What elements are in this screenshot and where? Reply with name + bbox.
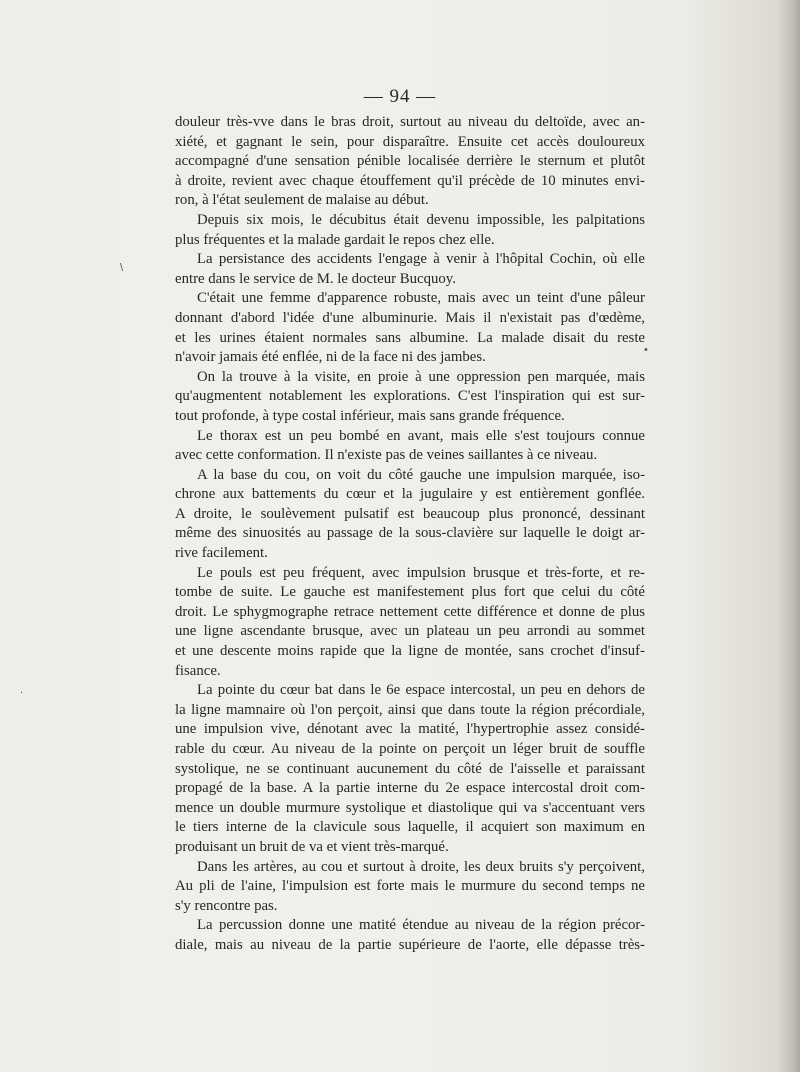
text-line: entre dans le service de M. le docteur Bucquoy. [175, 270, 456, 287]
text-line: La pointe du cœur bat dans le 6e espace intercostal, un peu en dehors de [197, 682, 645, 699]
text-line: douleur très-vve dans le bras droit, surtout au niveau du deltoïde, avec an- [175, 114, 645, 130]
text-line: A la base du cou, on voit du côté gauche une impulsion marquée, iso- [197, 466, 645, 483]
text-line: systolique, ne se continuant aucunement du côté de l'aisselle et paraissant [175, 760, 645, 777]
text-line: n'avoir jamais été enflée, ni de la face ni des jambes. [175, 349, 486, 366]
text-line: rive facilement. [175, 545, 268, 562]
text-line: accompagné d'une sensation pénible localisée derrière le sternum et plutôt [175, 153, 645, 170]
text-line: la ligne mamnaire où l'on perçoit, ainsi que dans toute la région précordiale, [175, 701, 645, 718]
page-number: — 94 — [363, 86, 437, 107]
text-line: tout profonde, à type costal inférieur, mais sans grande fréquence. [175, 407, 565, 424]
text-line: Depuis six mois, le décubitus était devenu impossible, les palpitations [197, 211, 645, 228]
text-line: qu'augmentent notablement les explorations. C'est l'inspiration qui est sur- [175, 388, 645, 405]
text-line: ron, à l'état seulement de malaise au début. [175, 192, 429, 209]
text-line: fisance. [175, 662, 221, 679]
margin-dot: • [644, 344, 648, 356]
text-line: tombe de suite. Le gauche est manifestement plus fort que celui du côté [175, 584, 645, 601]
margin-speck: \ [120, 262, 124, 274]
text-line: chrone aux battements du cœur et la jugulaire y est entièrement gonflée. [175, 486, 645, 503]
text-line: propagé de la base. A la partie interne du 2e espace intercostal droit com- [175, 780, 645, 797]
text-line: rable du cœur. Au niveau de la pointe on perçoit un léger bruit de souffle [175, 741, 645, 757]
page-edge-shadow [778, 0, 800, 1072]
text-line: Dans les artères, au cou et surtout à droite, les deux bruits s'y perçoivent, [197, 858, 645, 875]
text-line: A droite, le soulèvement pulsatif est beaucoup plus prononcé, dessinant [175, 505, 645, 522]
text-line: même des sinuosités au passage de la sous-clavière sur laquelle le doigt ar- [175, 525, 645, 542]
text-line: avec cette conformation. Il n'existe pas de veines saillantes à ce niveau. [175, 447, 598, 464]
text-line: une ligne ascendante brusque, avec un plateau un peu arrondi au sommet [175, 623, 645, 640]
text-line: donnant d'abord l'idée d'une albuminurie. Mais il n'existait pas d'œdème, [175, 309, 645, 326]
text-line: C'était une femme d'apparence robuste, mais avec un teint d'une pâleur [197, 290, 645, 307]
text-line: le tiers interne de la clavicule sous laquelle, il acquiert son maximum en [175, 819, 645, 836]
text-line: plus fréquentes et la malade gardait le repos chez elle. [175, 231, 495, 248]
text-line: et les urines étaient normales sans albumine. La malade disait du reste [175, 329, 645, 346]
text-line: Le pouls est peu fréquent, avec impulsion brusque et très-forte, et re- [197, 564, 645, 581]
text-line: xiété, et gagnant le sein, pour disparaître. Ensuite cet accès douloureux [175, 133, 645, 150]
text-line: mence un double murmure systolique et diastolique qui va s'accentuant vers [175, 799, 645, 816]
text-line: s'y rencontre pas. [175, 897, 278, 914]
text-line: La persistance des accidents l'engage à venir à l'hôpital Cochin, où elle [197, 251, 645, 268]
text-line: et une descente moins rapide que la ligne de montée, sans crochet d'insuf- [175, 643, 645, 660]
text-line: diale, mais au niveau de la partie supérieure de l'aorte, elle dépasse très- [175, 936, 645, 953]
text-line: droit. Le sphygmographe retrace nettement cette différence et donne de plus [175, 603, 645, 620]
text-line: La percussion donne une matité étendue au niveau de la région précor- [197, 917, 645, 934]
text-line: une impulsion vive, dénotant avec la matité, l'hypertrophie assez considé- [175, 721, 645, 738]
text-line: Le thorax est un peu bombé en avant, mais elle s'est toujours connue [197, 427, 645, 444]
text-line: Au pli de l'aine, l'impulsion est forte mais le murmure du second temps ne [175, 878, 645, 895]
text-line: On la trouve à la visite, en proie à une oppression pen marquée, mais [197, 368, 645, 385]
body-text [175, 113, 645, 956]
text-line: produisant un bruit de va et vient très-marqué. [175, 838, 449, 855]
margin-speck: . [20, 684, 24, 696]
text-line: à droite, revient avec chaque étouffement qu'il précède de 10 minutes envi- [175, 172, 645, 189]
